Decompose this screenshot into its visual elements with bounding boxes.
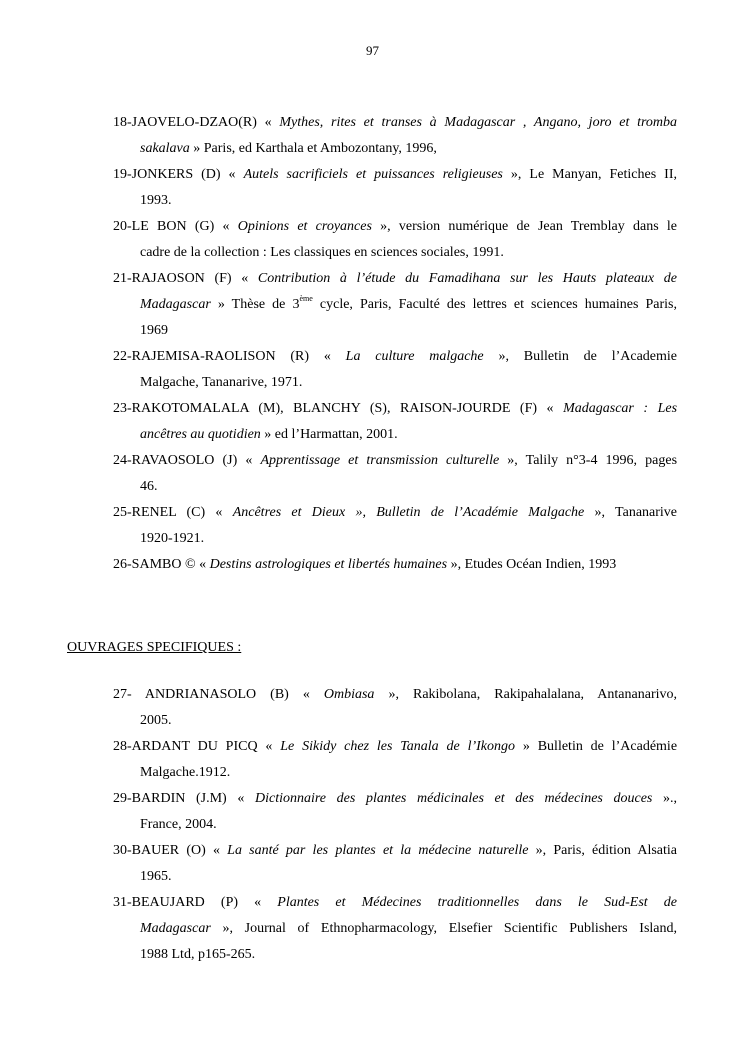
reference-details: 46.	[140, 479, 158, 494]
reference-line	[140, 815, 677, 835]
reference-number: 27-	[113, 687, 132, 702]
reference-title: La culture malgache	[345, 349, 484, 364]
reference-details: », Talily n°3-4 1996, pages	[507, 453, 678, 468]
reference-line	[140, 919, 677, 939]
reference-title: Madagascar : Les	[563, 401, 678, 416]
reference-line	[140, 867, 677, 887]
reference-title: Contribution à l’étude du Famadihana sur les Hauts plateaux de	[257, 271, 678, 286]
reference-author: RAJEMISA-RAOLISON (R) «	[131, 349, 331, 364]
reference-details: cycle, Paris, Faculté des lettres et sciences humaines Paris,	[319, 297, 678, 312]
reference-details: 2005.	[140, 713, 172, 728]
section-heading: OUVRAGES SPECIFIQUES :	[67, 640, 242, 655]
reference-details: France, 2004.	[140, 817, 217, 832]
reference-line	[113, 503, 677, 523]
reference-line	[113, 451, 677, 471]
superscript: ème	[299, 294, 313, 303]
reference-details: cadre de la collection : Les classiques en sciences sociales, 1991.	[140, 245, 504, 260]
reference-details: », Tananarive	[594, 505, 678, 520]
reference-details: », Journal of Ethnopharmacology, Elsefier Scientific Publishers Island,	[222, 921, 677, 936]
reference-details: », Le Manyan, Fetiches II,	[510, 167, 678, 182]
reference-details: Malgache, Tananarive, 1971.	[140, 375, 303, 390]
reference-number: 20-	[113, 219, 132, 234]
reference-line	[113, 685, 677, 705]
reference-title: Madagascar	[140, 297, 211, 312]
reference-number: 28-	[113, 739, 132, 754]
reference-details: 1988 Ltd, p165-265.	[140, 947, 256, 962]
reference-title: Ombiasa	[323, 687, 375, 702]
reference-line	[113, 737, 677, 757]
reference-line	[140, 529, 677, 549]
reference-title: sakalava	[140, 141, 190, 156]
reference-title: ancêtres au quotidien	[140, 427, 261, 442]
reference-details: », Rakibolana, Rakipahalalana, Antananarivo,	[388, 687, 677, 702]
reference-title: Mythes, rites et transes à Madagascar , Angano, joro et tromba	[279, 115, 678, 130]
reference-number: 22-	[113, 349, 132, 364]
reference-author: BAUER (O) «	[131, 843, 220, 858]
reference-author: ANDRIANASOLO (B) «	[144, 687, 310, 702]
reference-author: RAKOTOMALALA (M), BLANCHY (S), RAISON-JOURDE (F) «	[131, 401, 554, 416]
reference-details: », version numérique de Jean Tremblay dans le	[380, 219, 677, 234]
reference-number: 26-	[113, 557, 132, 572]
reference-details: », Paris, édition Alsatia	[535, 843, 678, 858]
reference-number: 19-	[113, 167, 132, 182]
reference-title: Le Sikidy chez les Tanala de l’Ikongo	[280, 739, 516, 754]
reference-line	[113, 555, 677, 575]
reference-number: 25-	[113, 505, 132, 520]
reference-author: JONKERS (D) «	[131, 167, 236, 182]
reference-number: 24-	[113, 453, 132, 468]
reference-details: 1965.	[140, 869, 172, 884]
reference-title: Plantes et Médecines traditionnelles dans le Sud-Est de	[277, 895, 678, 910]
reference-title: Dictionnaire des plantes médicinales et des médecines douces	[254, 791, 653, 806]
reference-line	[113, 399, 677, 419]
reference-line	[140, 139, 677, 159]
reference-author: LE BON (G) «	[131, 219, 230, 234]
reference-author: BARDIN (J.M) «	[131, 791, 245, 806]
reference-details: », Etudes Océan Indien, 1993	[450, 557, 617, 572]
reference-author: BEAUJARD (P) «	[131, 895, 262, 910]
reference-number: 31-	[113, 895, 132, 910]
reference-line	[113, 269, 677, 289]
reference-details: », Bulletin de l’Academie	[498, 349, 678, 364]
reference-line	[140, 711, 677, 731]
reference-author: RAJAOSON (F) «	[131, 271, 249, 286]
reference-line	[113, 789, 677, 809]
reference-line	[140, 477, 677, 497]
reference-details: » Paris, ed Karthala et Ambozontany, 1996,	[193, 141, 437, 156]
reference-details: ».,	[663, 791, 678, 806]
reference-title: Destins astrologiques et libertés humaines	[209, 557, 448, 572]
reference-details: » ed l’Harmattan, 2001.	[264, 427, 398, 442]
reference-line	[113, 893, 677, 913]
reference-line	[113, 841, 677, 861]
reference-title: Madagascar	[140, 921, 211, 936]
reference-title: La santé par les plantes et la médecine naturelle	[227, 843, 529, 858]
reference-details: » Thèse de 3	[217, 297, 300, 312]
reference-line	[140, 321, 677, 341]
reference-line	[140, 373, 677, 393]
reference-line	[113, 165, 677, 185]
reference-author: ARDANT DU PICQ «	[131, 739, 273, 754]
reference-line	[113, 347, 677, 367]
reference-number: 30-	[113, 843, 132, 858]
reference-line	[113, 113, 677, 133]
reference-author: RAVAOSOLO (J) «	[131, 453, 253, 468]
reference-details: 1920-1921.	[140, 531, 205, 546]
reference-details: 1993.	[140, 193, 172, 208]
reference-title: Autels sacrificiels et puissances religieuses	[243, 167, 503, 182]
reference-number: 21-	[113, 271, 132, 286]
reference-author: RENEL (C) «	[131, 505, 223, 520]
reference-line	[140, 763, 677, 783]
page-number: 97	[366, 43, 379, 58]
reference-line	[140, 243, 677, 263]
reference-line	[140, 425, 677, 445]
reference-line	[140, 295, 677, 315]
reference-author: JAOVELO-DZAO(R) «	[131, 115, 272, 130]
reference-line	[140, 945, 677, 965]
reference-number: 18-	[113, 115, 132, 130]
reference-line	[140, 191, 677, 211]
reference-number: 23-	[113, 401, 132, 416]
reference-details: 1969	[140, 323, 168, 338]
reference-details: » Bulletin de l’Académie	[522, 739, 678, 754]
reference-title: Ancêtres et Dieux », Bulletin de l’Académie Malgache	[232, 505, 585, 520]
reference-title: Opinions et croyances	[237, 219, 372, 234]
reference-title: Apprentissage et transmission culturelle	[260, 453, 500, 468]
reference-number: 29-	[113, 791, 132, 806]
reference-line	[113, 217, 677, 237]
reference-author: SAMBO © «	[131, 557, 207, 572]
reference-details: Malgache.1912.	[140, 765, 231, 780]
